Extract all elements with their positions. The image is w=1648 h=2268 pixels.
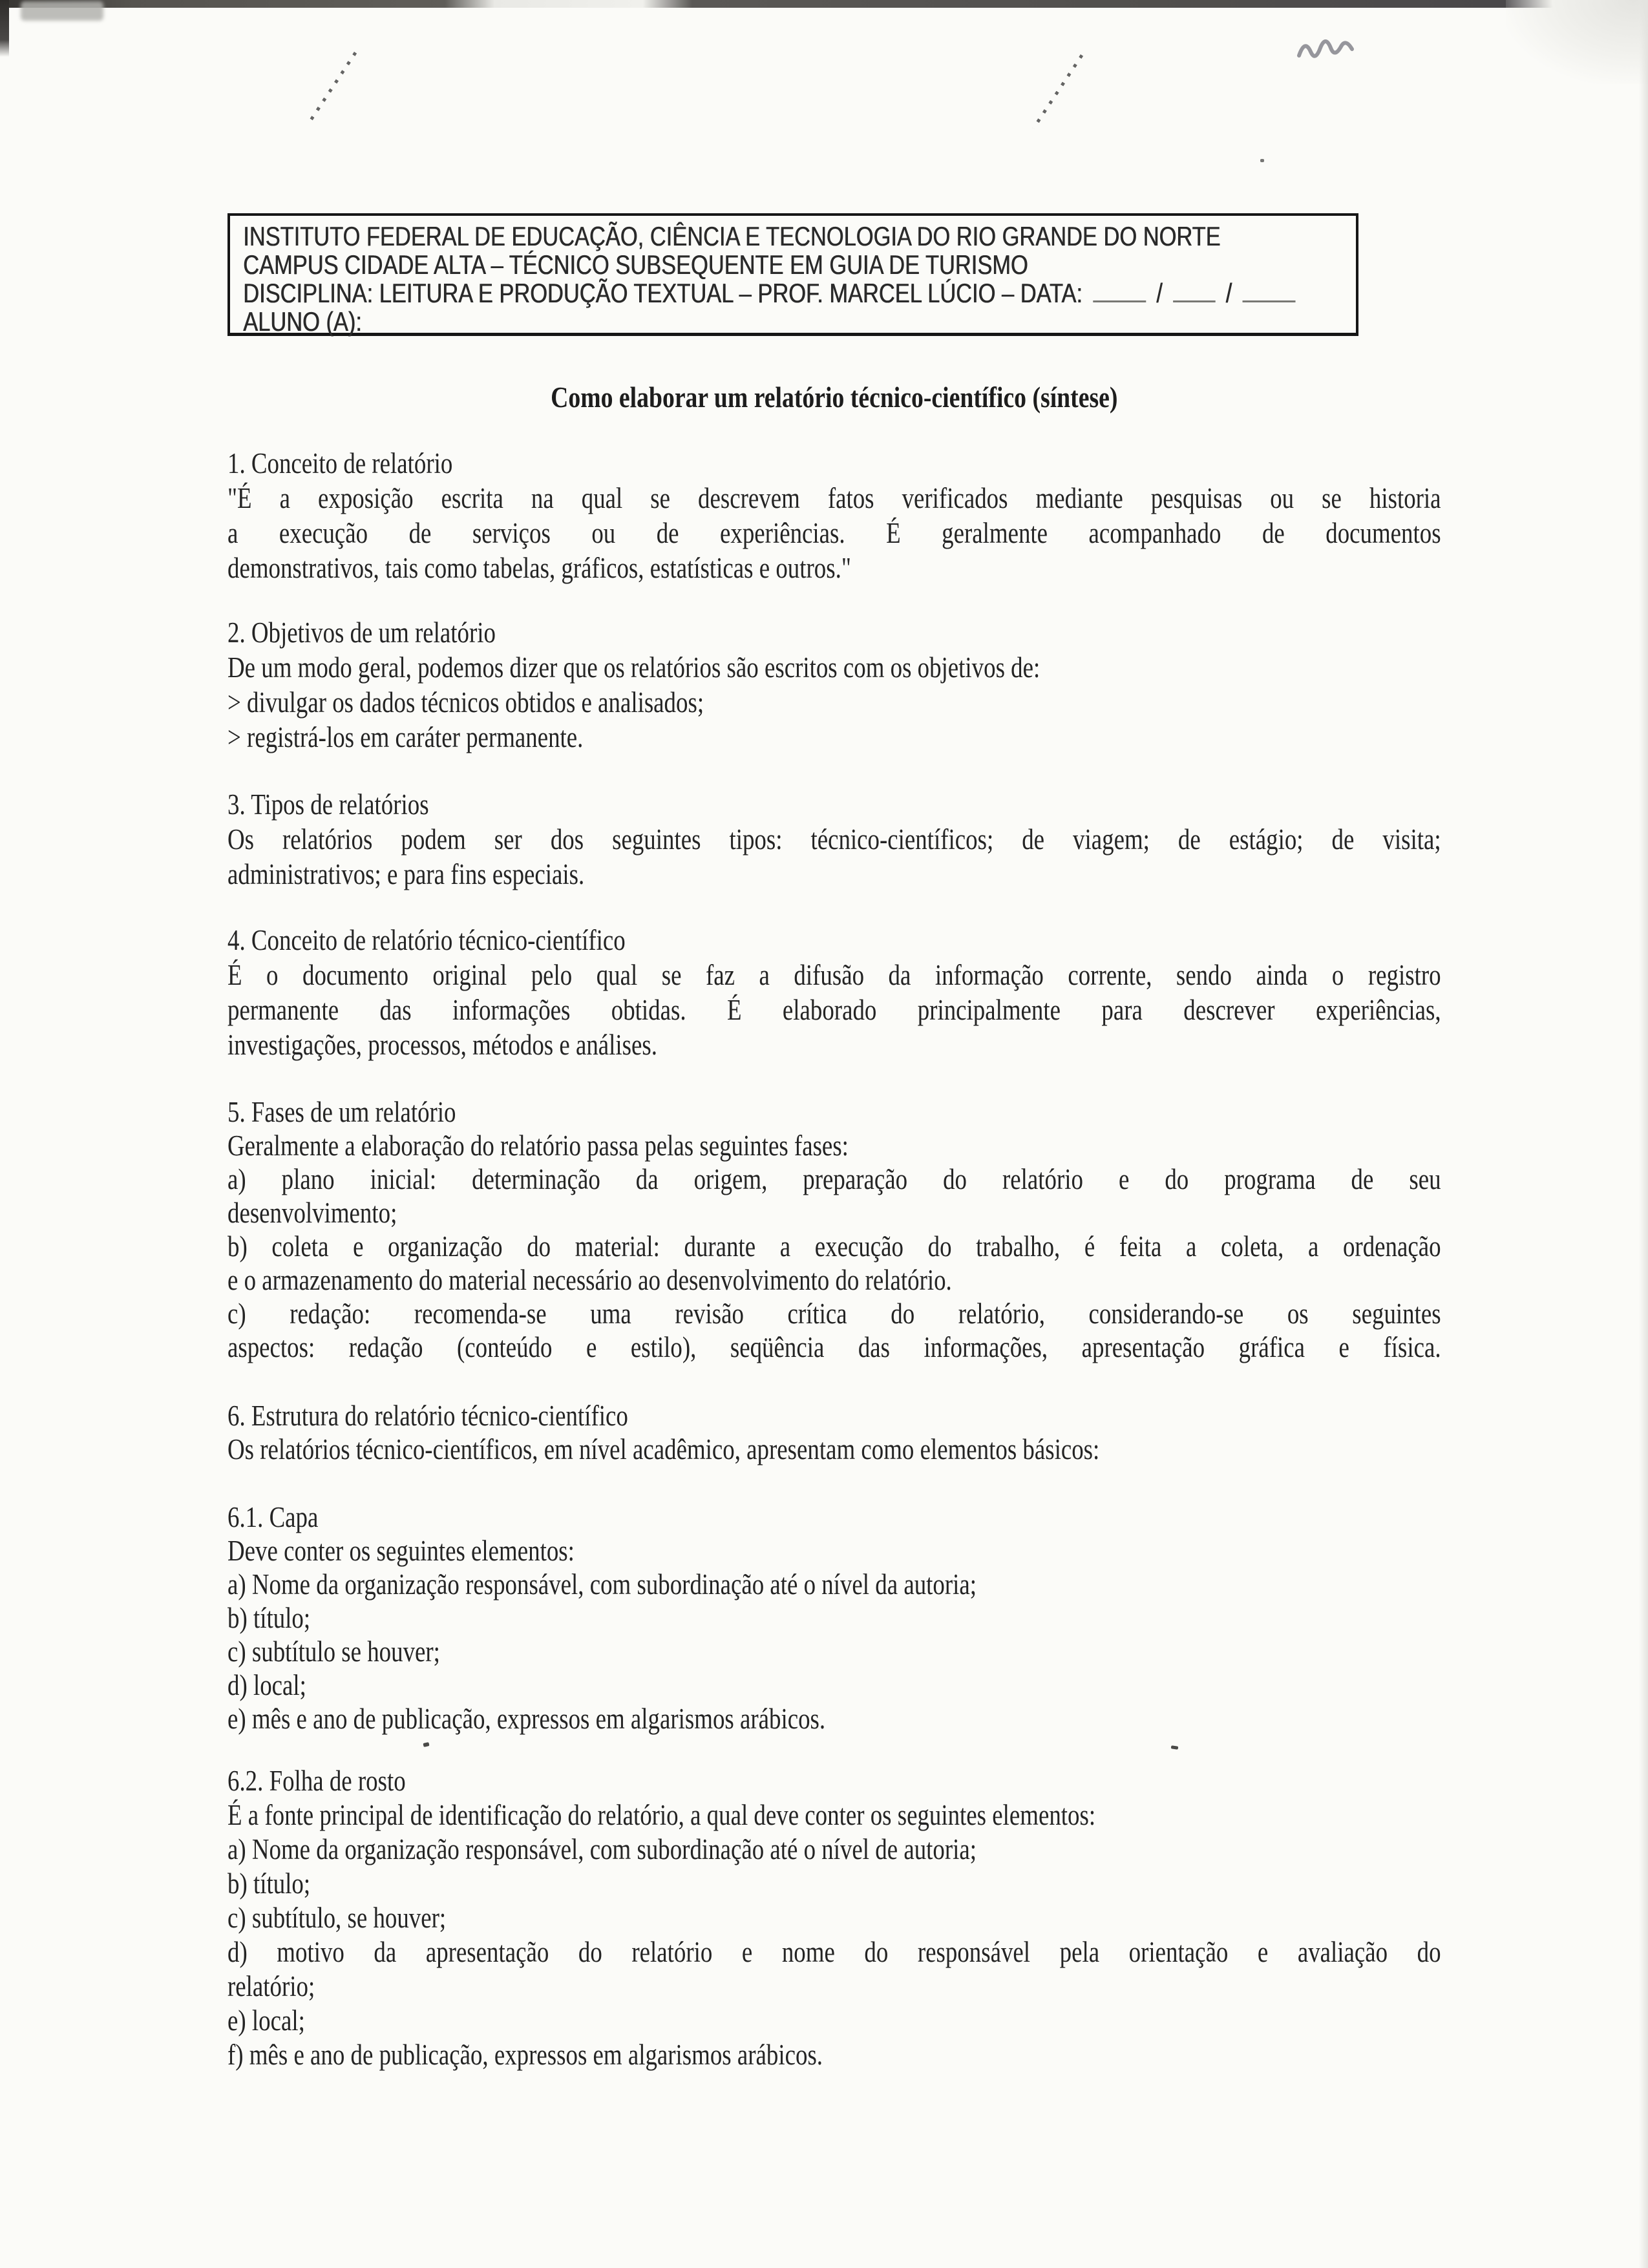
section-6-1-capa bbox=[227, 1500, 1441, 1736]
text-line: demonstrativos, tais como tabelas, gráficos, estatísticas e outros." bbox=[227, 552, 851, 584]
text-line: a) plano inicial: determinação da origem, preparação do relatório e do programa de seu bbox=[227, 1163, 1441, 1195]
institution-name: INSTITUTO FEDERAL DE EDUCAÇÃO, CIÊNCIA E TECNOLOGIA DO RIO GRANDE DO NORTE bbox=[243, 221, 1221, 251]
date-slash-icon: / bbox=[1156, 278, 1163, 308]
text-line: "É a exposição escrita na qual se descrevem fatos verificados mediante pesquisas ou se historia bbox=[227, 482, 1441, 514]
text-line: d) local; bbox=[227, 1669, 306, 1701]
section-5-fases bbox=[227, 1095, 1441, 1364]
section-1-conceito-de-relatorio bbox=[227, 446, 1441, 585]
section-heading: 6. Estrutura do relatório técnico-científico bbox=[227, 1400, 628, 1432]
text-line: É a fonte principal de identificação do relatório, a qual deve conter os seguintes elementos: bbox=[227, 1799, 1096, 1831]
discipline-label: DISCIPLINA: LEITURA E PRODUÇÃO TEXTUAL – PROF. MARCEL LÚCIO – DATA: bbox=[243, 278, 1083, 308]
section-6-2-folha-de-rosto bbox=[227, 1764, 1441, 2072]
text-line: b) coleta e organização do material: durante a execução do trabalho, é feita a coleta, a ordenação bbox=[227, 1230, 1441, 1263]
scan-artifact-right-edge bbox=[1639, 0, 1648, 2268]
text-line: Os relatórios podem ser dos seguintes tipos: técnico-científicos; de viagem; de estágio; de visita; bbox=[227, 823, 1441, 856]
text-line: aspectos: redação (conteúdo e estilo), seqüência das informações, apresentação gráfica e física. bbox=[227, 1331, 1441, 1363]
student-name-line: ALUNO (A): bbox=[243, 306, 362, 337]
text-line: Deve conter os seguintes elementos: bbox=[227, 1535, 575, 1567]
section-3-tipos bbox=[227, 787, 1441, 892]
text-line: f) mês e ano de publicação, expressos em algarismos arábicos. bbox=[227, 2039, 823, 2071]
section-heading: 4. Conceito de relatório técnico-científico bbox=[227, 924, 626, 956]
campus-course-line: CAMPUS CIDADE ALTA – TÉCNICO SUBSEQUENTE EM GUIA DE TURISMO bbox=[243, 249, 1028, 280]
text-line: e) mês e ano de publicação, expressos em algarismos arábicos. bbox=[227, 1703, 826, 1735]
text-line: c) subtítulo, se houver; bbox=[227, 1902, 447, 1934]
document-title: Como elaborar um relatório técnico-científico (síntese) bbox=[551, 381, 1118, 414]
scan-artifact-gray-blob bbox=[21, 1, 103, 21]
text-line: a) Nome da organização responsável, com subordinação até o nível da autoria; bbox=[227, 1568, 977, 1601]
text-line: a execução de serviços ou de experiências. É geralmente acompanhado de documentos bbox=[227, 517, 1441, 549]
text-line: a) Nome da organização responsável, com subordinação até o nível de autoria; bbox=[227, 1833, 977, 1865]
date-slash-icon: / bbox=[1225, 278, 1232, 308]
text-line: De um modo geral, podemos dizer que os relatórios são escritos com os objetivos de: bbox=[227, 651, 1041, 684]
text-line: administrativos; e para fins especiais. bbox=[227, 858, 585, 890]
text-line: b) título; bbox=[227, 1867, 311, 1900]
text-line: Geralmente a elaboração do relatório passa pelas seguintes fases: bbox=[227, 1129, 849, 1162]
scan-artifact-topright-noise bbox=[1506, 0, 1648, 84]
section-heading: 6.1. Capa bbox=[227, 1501, 319, 1533]
text-line: É o documento original pelo qual se faz a difusão da informação corrente, sendo ainda o registro bbox=[227, 959, 1441, 991]
text-line: d) motivo da apresentação do relatório e nome do responsável pela orientação e avaliação do bbox=[227, 1936, 1441, 1968]
scan-artifact-left-corner bbox=[0, 0, 9, 57]
text-line: e) local; bbox=[227, 2004, 305, 2037]
text-line: c) redação: recomenda-se uma revisão crítica do relatório, considerando-se os seguintes bbox=[227, 1297, 1441, 1330]
document-body bbox=[227, 0, 1441, 2268]
section-6-estrutura bbox=[227, 1399, 1441, 1466]
text-line: desenvolvimento; bbox=[227, 1197, 397, 1229]
text-line: > divulgar os dados técnicos obtidos e analisados; bbox=[227, 686, 704, 719]
section-heading: 5. Fases de um relatório bbox=[227, 1096, 456, 1128]
section-heading: 2. Objetivos de um relatório bbox=[227, 616, 496, 649]
section-4-conceito-tecnico-cientifico bbox=[227, 923, 1441, 1062]
text-line: c) subtítulo se houver; bbox=[227, 1635, 440, 1668]
text-line: b) título; bbox=[227, 1602, 311, 1634]
text-line: investigações, processos, métodos e análises. bbox=[227, 1029, 657, 1061]
text-line: e o armazenamento do material necessário ao desenvolvimento do relatório. bbox=[227, 1264, 952, 1296]
section-2-objetivos bbox=[227, 615, 1441, 755]
text-line: > registrá-los em caráter permanente. bbox=[227, 721, 584, 753]
section-heading: 3. Tipos de relatórios bbox=[227, 788, 429, 821]
section-heading: 6.2. Folha de rosto bbox=[227, 1765, 406, 1797]
text-line: permanente das informações obtidas. É elaborado principalmente para descrever experiências, bbox=[227, 994, 1441, 1026]
text-line: Os relatórios técnico-científicos, em nível acadêmico, apresentam como elementos básicos: bbox=[227, 1433, 1100, 1465]
text-line: relatório; bbox=[227, 1970, 315, 2002]
section-heading: 1. Conceito de relatório bbox=[227, 447, 453, 479]
